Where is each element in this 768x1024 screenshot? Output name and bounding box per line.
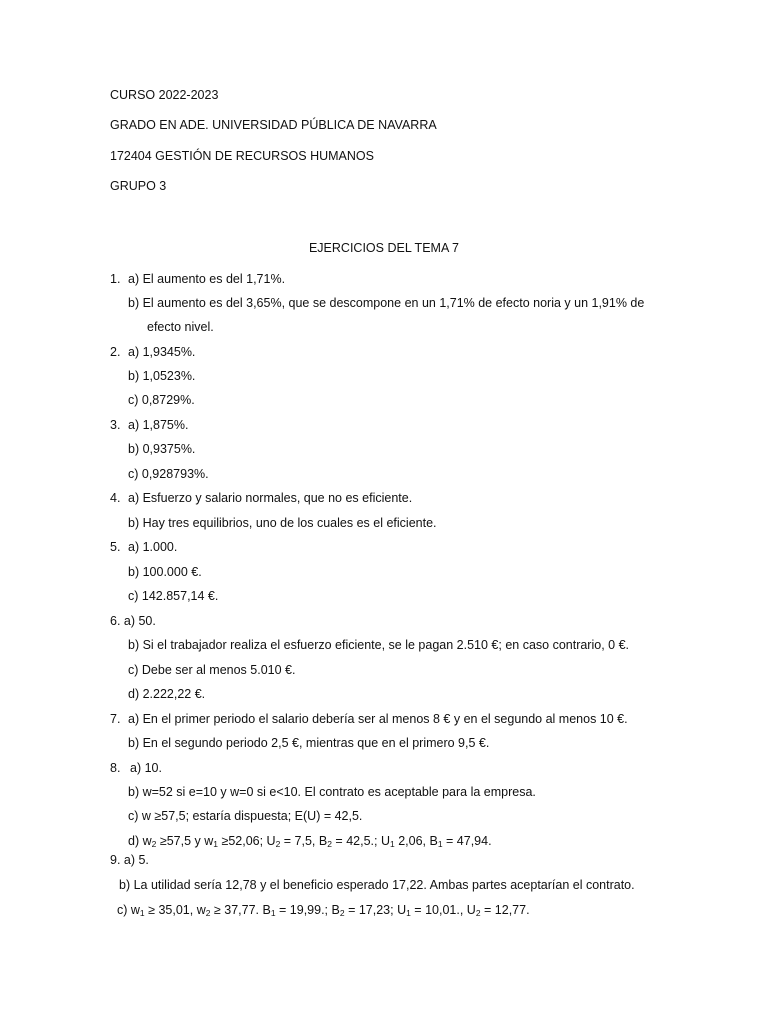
exercise-6-a: 6. a) 50. — [110, 614, 156, 628]
exercise-3-a: a) 1,875%. — [128, 418, 189, 432]
exercise-2-number: 2. — [110, 345, 121, 359]
exercise-1-a: a) El aumento es del 1,71%. — [128, 272, 286, 286]
exercise-1-number: 1. — [110, 272, 121, 286]
exercise-8-c: c) w ≥57,5; estaría dispuesta; E(U) = 42,5. — [128, 809, 363, 823]
exercise-3-b: b) 0,9375%. — [128, 442, 196, 456]
exercise-6-d: d) 2.222,22 €. — [128, 687, 206, 701]
exercise-5-c: c) 142.857,14 €. — [128, 589, 219, 603]
exercise-2-b: b) 1,0523%. — [128, 369, 196, 383]
exercise-3-number: 3. — [110, 418, 121, 432]
exercise-6-c: c) Debe ser al menos 5.010 €. — [128, 663, 296, 677]
exercise-6-b: b) Si el trabajador realiza el esfuerzo eficiente, se le pagan 2.510 €; en caso contrario, 0 €. — [128, 638, 629, 652]
exercise-7-b: b) En el segundo periodo 2,5 €, mientras que en el primero 9,5 €. — [128, 736, 490, 750]
document-title: EJERCICIOS DEL TEMA 7 — [308, 241, 460, 255]
exercise-3-c: c) 0,928793%. — [128, 467, 209, 481]
exercise-5-b: b) 100.000 €. — [128, 565, 202, 579]
exercise-4-a: a) Esfuerzo y salario normales, que no es eficiente. — [128, 491, 413, 505]
exercise-8-number: 8. — [110, 761, 121, 775]
exercise-7-a: a) En el primer periodo el salario debería ser al menos 8 € y en el segundo al menos 10 €. — [128, 712, 628, 726]
exercise-4-b: b) Hay tres equilibrios, uno de los cuales es el eficiente. — [128, 516, 437, 530]
group-header: GRUPO 3 — [110, 179, 167, 193]
exercise-1-b-continued: efecto nivel. — [147, 320, 214, 334]
exercise-5-a: a) 1.000. — [128, 540, 178, 554]
exercise-1-b: b) El aumento es del 3,65%, que se descompone en un 1,71% de efecto noria y un 1,91% de — [128, 296, 645, 310]
degree-header: GRADO EN ADE. UNIVERSIDAD PÚBLICA DE NAVARRA — [110, 118, 437, 132]
exercise-9-c: c) $w_1 \ge 35,01$, $w_2 \ge 37,77$. $B_1 = 19,99$.; $B_2 = 17,23$; $U_1 = 10,01$., $U_2 = 12,77$. — [117, 903, 530, 918]
exercise-9-a: 9. a) 5. — [110, 853, 149, 867]
exercise-8-d: d) $w_2 \ge 57,5$ y $w_1 \ge 52,06$; $U_2 = 7,5$, $B_2 = 42,5$.; $U_1$ 2,06, $B_1 = 47,94$. — [128, 834, 492, 849]
exercise-2-a: a) 1,9345%. — [128, 345, 196, 359]
exercise-2-c: c) 0,8729%. — [128, 393, 195, 407]
exercise-8-a: a) 10. — [130, 761, 162, 775]
course-header: CURSO 2022-2023 — [110, 88, 219, 102]
exercise-4-number: 4. — [110, 491, 121, 505]
exercise-7-number: 7. — [110, 712, 121, 726]
exercise-5-number: 5. — [110, 540, 121, 554]
subject-header: 172404 GESTIÓN DE RECURSOS HUMANOS — [110, 149, 374, 163]
exercise-8-b: b) w=52 si e=10 y w=0 si e<10. El contrato es aceptable para la empresa. — [128, 785, 536, 799]
exercise-9-b: b) La utilidad sería 12,78 y el beneficio esperado 17,22. Ambas partes aceptarían el contrato. — [119, 878, 635, 892]
